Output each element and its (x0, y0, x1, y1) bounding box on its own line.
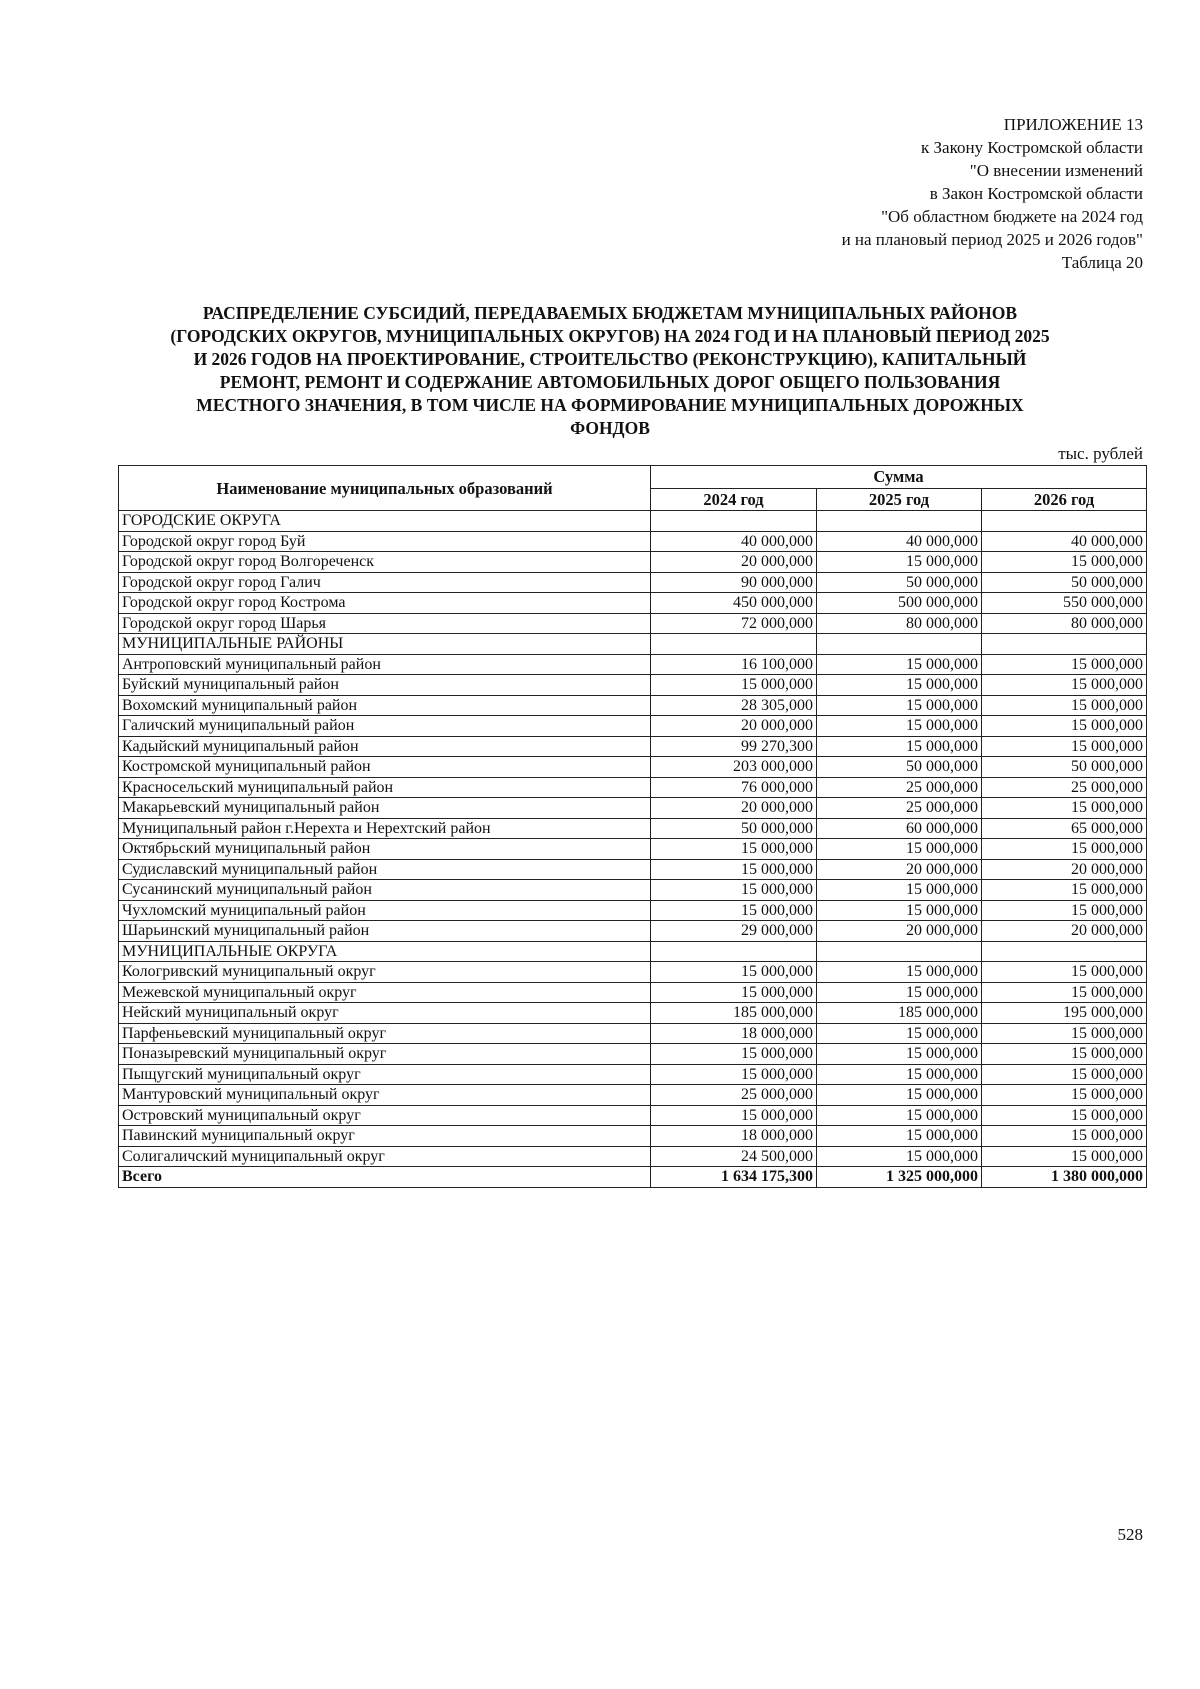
amount-2026: 15 000,000 (982, 1023, 1147, 1044)
title-line: РЕМОНТ, РЕМОНТ И СОДЕРЖАНИЕ АВТОМОБИЛЬНЫХ ДОРОГ ОБЩЕГО ПОЛЬЗОВАНИЯ (219, 372, 1001, 392)
amount-2026: 15 000,000 (982, 716, 1147, 737)
amount-2024: 99 270,300 (651, 736, 817, 757)
amount-2026: 50 000,000 (982, 572, 1147, 593)
amount-2026: 25 000,000 (982, 777, 1147, 798)
amount-2025: 15 000,000 (817, 1126, 982, 1147)
table-header-row (119, 466, 1147, 489)
amount-2025: 25 000,000 (817, 798, 982, 819)
amount-2025: 15 000,000 (817, 900, 982, 921)
title-line: РАСПРЕДЕЛЕНИЕ СУБСИДИЙ, ПЕРЕДАВАЕМЫХ БЮДЖЕТАМ МУНИЦИПАЛЬНЫХ РАЙОНОВ (202, 303, 1018, 323)
table-row (119, 757, 1147, 778)
amount-2026: 15 000,000 (982, 1085, 1147, 1106)
amount-2024: 15 000,000 (651, 859, 817, 880)
title-line: ФОНДОВ (570, 418, 650, 438)
table-row (119, 1146, 1147, 1167)
amount-2026: 15 000,000 (982, 736, 1147, 757)
amount-2025: 15 000,000 (817, 1064, 982, 1085)
appendix-law-line: "Об областном бюджете на 2024 год (881, 207, 1143, 226)
municipality-name: Межевской муниципальный округ (119, 982, 651, 1003)
amount-2026 (982, 511, 1147, 532)
amount-2024: 15 000,000 (651, 1105, 817, 1126)
table-row (119, 1023, 1147, 1044)
amount-2026: 15 000,000 (982, 695, 1147, 716)
table-row (119, 634, 1147, 655)
municipality-name: Пыщугский муниципальный округ (119, 1064, 651, 1085)
total-amount-2025: 1 325 000,000 (817, 1167, 982, 1188)
amount-2026: 15 000,000 (982, 1146, 1147, 1167)
amount-2024: 72 000,000 (651, 613, 817, 634)
appendix-law-line: "О внесении изменений (969, 161, 1143, 180)
amount-2026: 15 000,000 (982, 900, 1147, 921)
amount-2026: 15 000,000 (982, 1064, 1147, 1085)
appendix-number: ПРИЛОЖЕНИЕ 13 (1003, 115, 1143, 134)
amount-2025: 20 000,000 (817, 921, 982, 942)
amount-2024: 15 000,000 (651, 1044, 817, 1065)
amount-2025: 15 000,000 (817, 695, 982, 716)
amount-2024 (651, 511, 817, 532)
amount-2024: 15 000,000 (651, 675, 817, 696)
municipality-name: Буйский муниципальный район (119, 675, 651, 696)
amount-2026: 15 000,000 (982, 982, 1147, 1003)
amount-2025: 15 000,000 (817, 1085, 982, 1106)
table-row (119, 1126, 1147, 1147)
municipality-name: Павинский муниципальный округ (119, 1126, 651, 1147)
municipality-name: Муниципальный район г.Нерехта и Нерехтский район (119, 818, 651, 839)
amount-2024: 20 000,000 (651, 716, 817, 737)
amount-2024 (651, 941, 817, 962)
amount-2025: 15 000,000 (817, 1023, 982, 1044)
municipality-name: Островский муниципальный округ (119, 1105, 651, 1126)
appendix-law-line: и на плановый период 2025 и 2026 годов" (841, 230, 1143, 249)
municipality-name: Кологривский муниципальный округ (119, 962, 651, 983)
amount-2026: 15 000,000 (982, 552, 1147, 573)
page-number: 528 (1117, 1525, 1143, 1544)
table-row (119, 839, 1147, 860)
municipality-name: Солигаличский муниципальный округ (119, 1146, 651, 1167)
amount-2024: 450 000,000 (651, 593, 817, 614)
column-header-sum: Сумма (651, 466, 1147, 489)
document-title (110, 302, 1110, 440)
amount-2024: 24 500,000 (651, 1146, 817, 1167)
title-line: И 2026 ГОДОВ НА ПРОЕКТИРОВАНИЕ, СТРОИТЕЛЬСТВО (РЕКОНСТРУКЦИЮ), КАПИТАЛЬНЫЙ (193, 349, 1027, 369)
municipality-name: Мантуровский муниципальный округ (119, 1085, 651, 1106)
municipality-name: Городской округ город Шарья (119, 613, 651, 634)
amount-2025 (817, 511, 982, 532)
amount-2026: 15 000,000 (982, 962, 1147, 983)
municipality-name: ГОРОДСКИЕ ОКРУГА (119, 511, 651, 532)
amount-2024: 50 000,000 (651, 818, 817, 839)
amount-2025: 15 000,000 (817, 1044, 982, 1065)
municipality-name: Кадыйский муниципальный район (119, 736, 651, 757)
table-row (119, 1085, 1147, 1106)
amount-2024: 203 000,000 (651, 757, 817, 778)
amount-2026: 15 000,000 (982, 654, 1147, 675)
table-row (119, 552, 1147, 573)
municipality-name: Вохомский муниципальный район (119, 695, 651, 716)
amount-2024: 15 000,000 (651, 900, 817, 921)
table-row (119, 777, 1147, 798)
amount-2024: 28 305,000 (651, 695, 817, 716)
amount-2024: 16 100,000 (651, 654, 817, 675)
municipality-name: Городской округ город Волгореченск (119, 552, 651, 573)
amount-2026: 20 000,000 (982, 921, 1147, 942)
table-row (119, 1105, 1147, 1126)
table-number: Таблица 20 (1061, 253, 1143, 272)
table-row (119, 511, 1147, 532)
column-header-name: Наименование муниципальных образований (119, 466, 651, 511)
table-row (119, 572, 1147, 593)
municipality-name: Шарьинский муниципальный район (119, 921, 651, 942)
municipality-name: Галичский муниципальный район (119, 716, 651, 737)
amount-2025: 50 000,000 (817, 572, 982, 593)
amount-2024: 15 000,000 (651, 982, 817, 1003)
subsidy-table (118, 465, 1147, 1188)
amount-2025: 50 000,000 (817, 757, 982, 778)
amount-2024: 15 000,000 (651, 1064, 817, 1085)
amount-2026: 15 000,000 (982, 1044, 1147, 1065)
table-total-row (119, 1167, 1147, 1188)
amount-2025: 15 000,000 (817, 654, 982, 675)
municipality-name: Сусанинский муниципальный район (119, 880, 651, 901)
amount-2025: 20 000,000 (817, 859, 982, 880)
amount-2026: 15 000,000 (982, 1126, 1147, 1147)
amount-2024: 15 000,000 (651, 839, 817, 860)
municipality-name: Городской округ город Кострома (119, 593, 651, 614)
amount-2025: 25 000,000 (817, 777, 982, 798)
appendix-law-line: к Закону Костромской области (921, 138, 1143, 157)
table-row (119, 921, 1147, 942)
amount-2026: 40 000,000 (982, 531, 1147, 552)
amount-2025 (817, 941, 982, 962)
title-line: (ГОРОДСКИХ ОКРУГОВ, МУНИЦИПАЛЬНЫХ ОКРУГОВ) НА 2024 ГОД И НА ПЛАНОВЫЙ ПЕРИОД 2025 (170, 326, 1050, 346)
municipality-name: Костромской муниципальный район (119, 757, 651, 778)
amount-2024: 15 000,000 (651, 962, 817, 983)
amount-2025: 500 000,000 (817, 593, 982, 614)
amount-2025: 15 000,000 (817, 1105, 982, 1126)
table-row (119, 1044, 1147, 1065)
amount-2024: 90 000,000 (651, 572, 817, 593)
amount-2025: 15 000,000 (817, 716, 982, 737)
table-row (119, 900, 1147, 921)
municipality-name: Макарьевский муниципальный район (119, 798, 651, 819)
amount-2026: 15 000,000 (982, 675, 1147, 696)
municipality-name: Поназыревский муниципальный округ (119, 1044, 651, 1065)
table-row (119, 736, 1147, 757)
amount-2026 (982, 941, 1147, 962)
municipality-name: Красносельский муниципальный район (119, 777, 651, 798)
amount-2025: 15 000,000 (817, 962, 982, 983)
amount-2026: 15 000,000 (982, 839, 1147, 860)
amount-2025: 15 000,000 (817, 675, 982, 696)
municipality-name: Чухломский муниципальный район (119, 900, 651, 921)
amount-2025: 15 000,000 (817, 552, 982, 573)
total-amount-2026: 1 380 000,000 (982, 1167, 1147, 1188)
amount-2025: 185 000,000 (817, 1003, 982, 1024)
table-row (119, 695, 1147, 716)
amount-2026: 80 000,000 (982, 613, 1147, 634)
amount-2025: 15 000,000 (817, 839, 982, 860)
table-row (119, 531, 1147, 552)
amount-2026: 195 000,000 (982, 1003, 1147, 1024)
amount-2025: 15 000,000 (817, 982, 982, 1003)
column-header-2025: 2025 год (817, 488, 982, 511)
column-header-2024: 2024 год (651, 488, 817, 511)
amount-2026: 15 000,000 (982, 798, 1147, 819)
amount-2024: 18 000,000 (651, 1023, 817, 1044)
amount-2024: 40 000,000 (651, 531, 817, 552)
municipality-name: Парфеньевский муниципальный округ (119, 1023, 651, 1044)
municipality-name: Городской округ город Буй (119, 531, 651, 552)
amount-2026: 50 000,000 (982, 757, 1147, 778)
appendix-header (842, 113, 1143, 274)
amount-2026: 550 000,000 (982, 593, 1147, 614)
table-row (119, 654, 1147, 675)
total-amount-2024: 1 634 175,300 (651, 1167, 817, 1188)
table-row (119, 941, 1147, 962)
amount-2026: 15 000,000 (982, 880, 1147, 901)
table-row (119, 1003, 1147, 1024)
amount-2025: 15 000,000 (817, 880, 982, 901)
amount-2024: 20 000,000 (651, 798, 817, 819)
municipality-name: Городской округ город Галич (119, 572, 651, 593)
municipality-name: МУНИЦИПАЛЬНЫЕ РАЙОНЫ (119, 634, 651, 655)
amount-2025: 80 000,000 (817, 613, 982, 634)
column-header-2026: 2026 год (982, 488, 1147, 511)
amount-2026: 15 000,000 (982, 1105, 1147, 1126)
amount-2025: 60 000,000 (817, 818, 982, 839)
amount-2025: 40 000,000 (817, 531, 982, 552)
table-row (119, 716, 1147, 737)
amount-2024: 15 000,000 (651, 880, 817, 901)
table-row (119, 613, 1147, 634)
amount-2024: 29 000,000 (651, 921, 817, 942)
table-row (119, 962, 1147, 983)
table-row (119, 982, 1147, 1003)
table-row (119, 859, 1147, 880)
appendix-law-line: в Закон Костромской области (929, 184, 1143, 203)
amount-2025: 15 000,000 (817, 736, 982, 757)
amount-2024: 185 000,000 (651, 1003, 817, 1024)
table-row (119, 593, 1147, 614)
amount-2024: 76 000,000 (651, 777, 817, 798)
table-row (119, 798, 1147, 819)
amount-2026 (982, 634, 1147, 655)
amount-2026: 65 000,000 (982, 818, 1147, 839)
municipality-name: Нейский муниципальный округ (119, 1003, 651, 1024)
table-row (119, 818, 1147, 839)
municipality-name: Судиславский муниципальный район (119, 859, 651, 880)
municipality-name: Октябрьский муниципальный район (119, 839, 651, 860)
amount-2024: 25 000,000 (651, 1085, 817, 1106)
table-row (119, 880, 1147, 901)
municipality-name: Антроповский муниципальный район (119, 654, 651, 675)
amount-2024 (651, 634, 817, 655)
municipality-name: МУНИЦИПАЛЬНЫЕ ОКРУГА (119, 941, 651, 962)
title-line: МЕСТНОГО ЗНАЧЕНИЯ, В ТОМ ЧИСЛЕ НА ФОРМИРОВАНИЕ МУНИЦИПАЛЬНЫХ ДОРОЖНЫХ (196, 395, 1024, 415)
table-body (119, 511, 1147, 1188)
amount-2025 (817, 634, 982, 655)
amount-2024: 18 000,000 (651, 1126, 817, 1147)
amount-2024: 20 000,000 (651, 552, 817, 573)
amount-2025: 15 000,000 (817, 1146, 982, 1167)
table-row (119, 675, 1147, 696)
table-row (119, 1064, 1147, 1085)
amount-2026: 20 000,000 (982, 859, 1147, 880)
total-label: Всего (119, 1167, 651, 1188)
unit-label: тыс. рублей (1058, 444, 1143, 463)
